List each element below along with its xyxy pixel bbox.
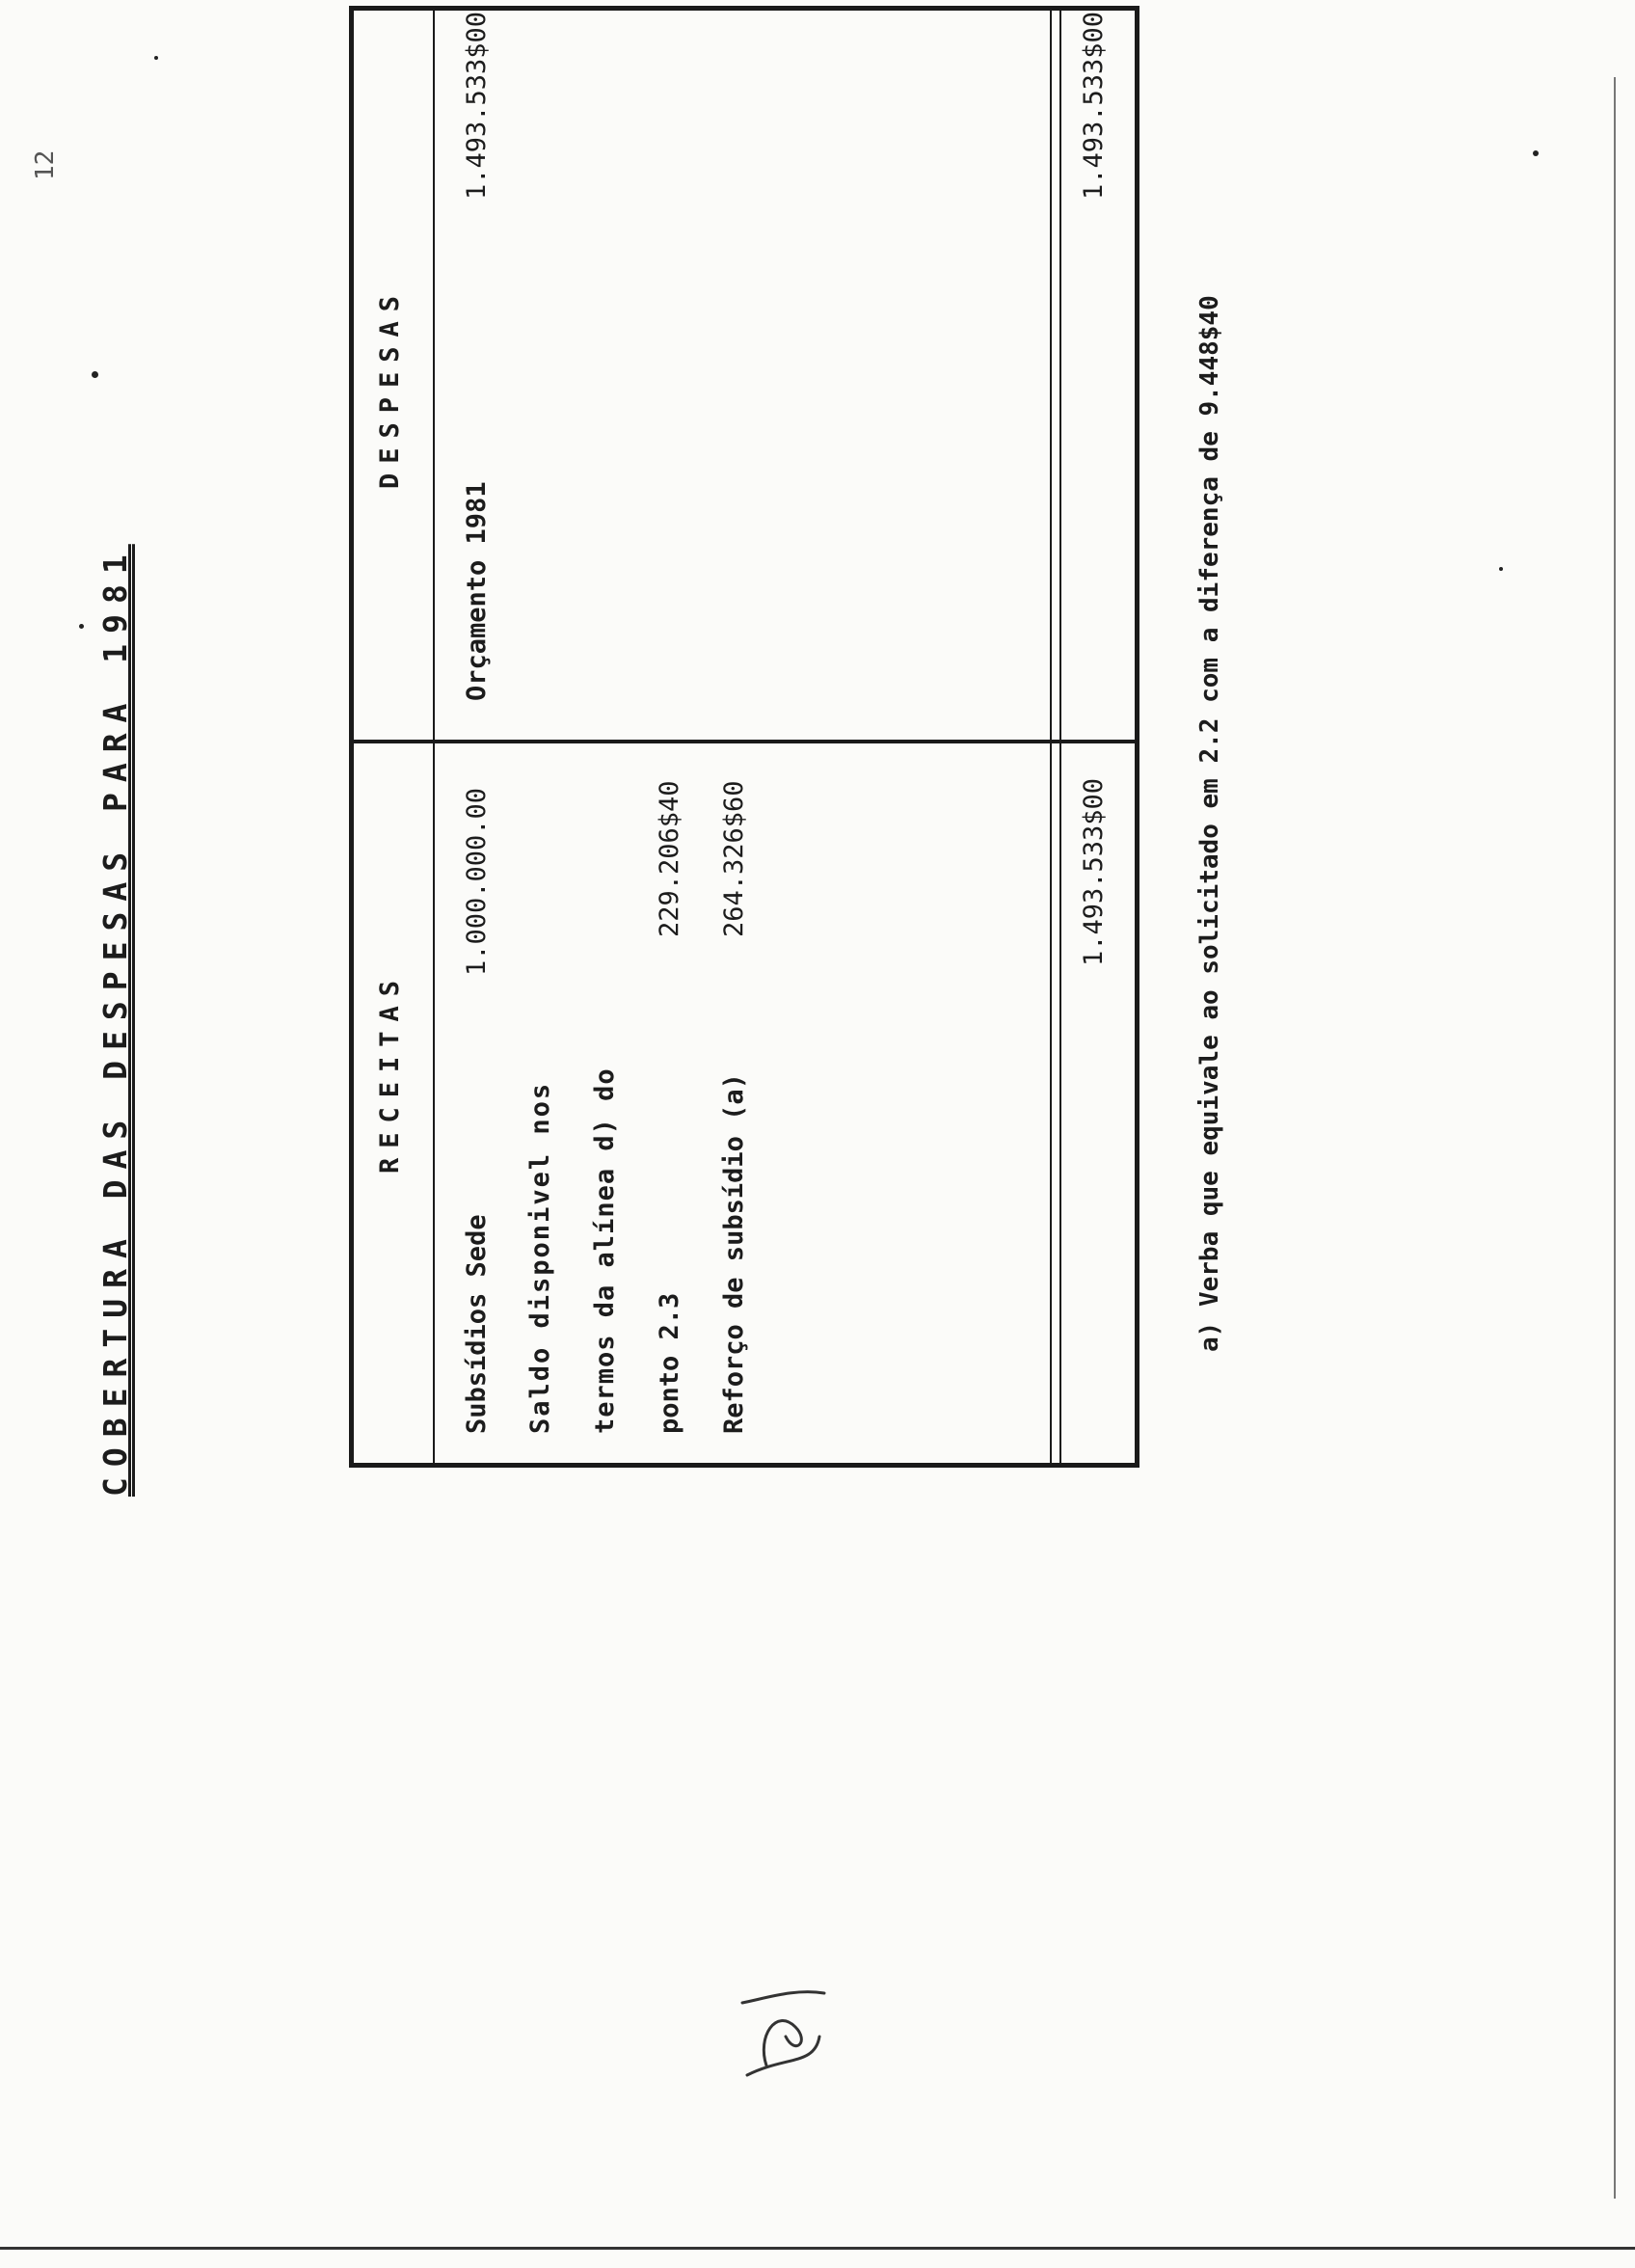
receitas-row-label: ponto 2.3 (655, 1292, 684, 1434)
receitas-row-value: 229.206$40 (655, 780, 684, 937)
total-rule (1050, 11, 1052, 1463)
paper-speck (154, 56, 158, 60)
paper-speck (1533, 150, 1539, 156)
receitas-header: RECEITAS (375, 970, 405, 1174)
receitas-row-value: 1.000.000.00 (462, 787, 492, 976)
paper-speck (92, 371, 98, 378)
handwritten-initials-signature (728, 1969, 834, 2094)
page-title: COBERTURA DAS DESPESAS PARA 1981 (96, 544, 134, 1497)
receitas-total: 1.493.533$00 (1079, 777, 1109, 966)
receitas-row-label: Saldo disponivel nos (525, 1081, 555, 1434)
budget-table (349, 6, 1139, 1468)
page-bottom-edge (0, 2247, 1635, 2250)
page-right-edge (1614, 77, 1616, 2199)
receitas-row-label: Subsídios Sede (462, 1214, 492, 1434)
despesas-header: DESPESAS (375, 285, 405, 489)
column-divider (354, 740, 1135, 743)
receitas-row-value: 264.326$60 (719, 780, 749, 937)
header-rule (433, 11, 435, 1463)
total-rule-double (1059, 11, 1061, 1463)
despesas-row-label: Orçamento 1981 (462, 481, 492, 701)
page-number-mark: 12 (31, 149, 60, 180)
paper-speck (79, 624, 84, 629)
paper-speck (1499, 567, 1503, 571)
despesas-total: 1.493.533$00 (1079, 11, 1109, 200)
receitas-row-label: Reforço de subsídio (a) (719, 1073, 749, 1434)
receitas-row-label: termos da alínea d) do (590, 1067, 620, 1434)
footnote: a) Verba que equivale ao solicitado em 2.2 com a diferença de 9.448$40 (1195, 295, 1224, 1352)
despesas-row-value: 1.493.533$00 (462, 11, 492, 200)
